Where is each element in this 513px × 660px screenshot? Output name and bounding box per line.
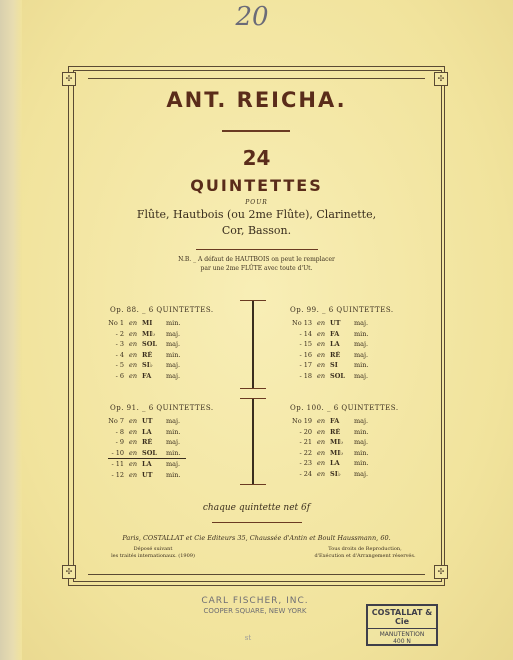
note-line-2: par une 2me FLÛTE avec toute d'Ut. bbox=[200, 265, 313, 272]
instruments-line-1: Flûte, Hautbois (ou 2me Flûte), Clarinette, bbox=[136, 208, 377, 221]
list-item: - 8 en LA min. bbox=[115, 427, 181, 436]
handwritten-number: 20 bbox=[235, 2, 269, 32]
list-item: - 17 en SI min. bbox=[299, 361, 369, 369]
price-line: chaque quintette net 6f bbox=[202, 503, 311, 513]
top-rule bbox=[88, 78, 425, 79]
list-item: No 1 en MI min. bbox=[108, 319, 181, 327]
corner-ornament-top-left-icon: ✣ bbox=[62, 72, 76, 86]
list-item: - 6 en FA maj. bbox=[115, 371, 181, 380]
price-rule bbox=[212, 522, 302, 523]
work-count: 24 bbox=[242, 146, 271, 170]
list-item: - 15 en LA maj. bbox=[299, 340, 369, 348]
group-bracket-top bbox=[252, 300, 260, 388]
opus-91-heading: Op. 91. _ 6 QUINTETTES. bbox=[110, 404, 214, 412]
list-item: - 11 en LA maj. bbox=[111, 460, 181, 468]
paper-edge bbox=[0, 0, 22, 660]
opus-100-heading: Op. 100. _ 6 QUINTETTES. bbox=[290, 404, 399, 412]
opus-99-list bbox=[290, 318, 374, 381]
note-line-1: N.B. _ A défaut de HAUTBOIS on peut le remplacer bbox=[178, 256, 335, 263]
list-item: - 9 en RÉ maj. bbox=[115, 438, 181, 446]
carl-fischer-stamp: CARL FISCHER, INC. COOPER SQUARE, NEW YORK bbox=[201, 596, 309, 615]
bracket-cap-top bbox=[240, 300, 266, 301]
list-item: - 12 en UT min. bbox=[111, 470, 181, 479]
instruments-rule bbox=[196, 249, 318, 250]
bottom-rule bbox=[88, 574, 425, 575]
list-item: - 22 en MI♭ min. bbox=[299, 448, 369, 457]
corner-ornament-top-right-icon: ✣ bbox=[434, 72, 448, 86]
corner-ornament-bottom-left-icon: ✣ bbox=[62, 565, 76, 579]
list-item: No 13 en UT maj. bbox=[292, 319, 369, 327]
list-item: No 7 en UT maj. bbox=[108, 417, 181, 425]
pour-label: POUR bbox=[245, 199, 268, 206]
work-title: QUINTETTES bbox=[190, 176, 323, 195]
composer-name: ANT. REICHA. bbox=[166, 88, 347, 112]
opus-100-list bbox=[290, 416, 374, 479]
list-item: - 5 en SI♭ maj. bbox=[115, 361, 181, 369]
list-item: - 4 en RÉ min. bbox=[115, 350, 181, 359]
instruments-line-2: Cor, Basson. bbox=[221, 224, 292, 237]
corner-ornament-bottom-right-icon: ✣ bbox=[434, 565, 448, 579]
rights-note: Tous droits de Reproduction, d'Exécution et d'Arrangement réservés. bbox=[314, 546, 416, 559]
opus-99-heading: Op. 99. _ 6 QUINTETTES. bbox=[290, 306, 394, 314]
list-item: - 3 en SOL maj. bbox=[115, 340, 181, 348]
opus-88-heading: Op. 88. _ 6 QUINTETTES. bbox=[110, 306, 214, 314]
bracket-cap-top-end bbox=[240, 388, 266, 389]
list-item: - 18 en SOL maj. bbox=[299, 371, 369, 380]
list-item: - 23 en LA min. bbox=[299, 459, 369, 467]
composer-underline bbox=[222, 130, 290, 132]
list-item: - 24 en SI♭ maj. bbox=[299, 469, 369, 478]
list-item: - 20 en RÉ min. bbox=[299, 427, 369, 436]
bracket-cap-bottom bbox=[240, 398, 266, 399]
deposit-note: Déposé suivant les traités internationaux. (1909) bbox=[111, 546, 195, 559]
list-item: - 2 en MI♭ maj. bbox=[115, 329, 181, 338]
list-item: - 10 en SOL min. bbox=[108, 448, 186, 460]
list-item: - 21 en MI♭ maj. bbox=[299, 438, 369, 446]
list-item: No 19 en FA maj. bbox=[292, 417, 369, 425]
publisher-line: Paris, COSTALLAT et Cie Editeurs 35, Chaussée d'Antin et Boult Haussmann, 60. bbox=[122, 534, 391, 542]
list-item: - 14 en FA min. bbox=[299, 329, 369, 338]
costallat-stamp: COSTALLAT & Cie MANUTENTION 400 N bbox=[366, 604, 438, 646]
list-item: - 16 en RÉ maj. bbox=[299, 350, 369, 359]
opus-88-list bbox=[108, 318, 186, 381]
pencil-mark: st bbox=[244, 634, 252, 642]
group-bracket-bottom bbox=[252, 398, 260, 484]
bracket-cap-bottom-end bbox=[240, 484, 266, 485]
opus-91-list bbox=[108, 416, 186, 480]
